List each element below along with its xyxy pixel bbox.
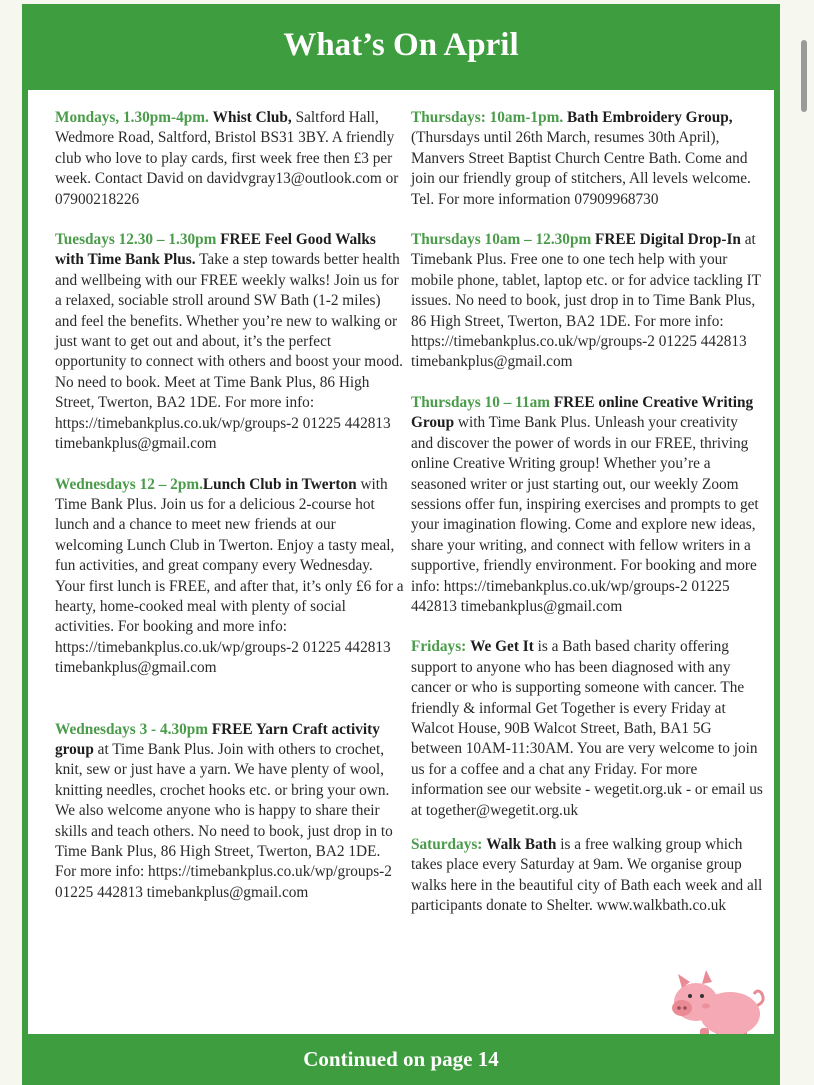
event-time: Thursdays 10 – 11am [411,393,550,411]
right-column [411,108,763,937]
event-name: Whist Club, [212,109,292,126]
event-time: Tuesdays 12.30 – 1.30pm [55,231,217,249]
left-column [55,108,405,923]
event-description: with Time Bank Plus. Join us for a delicious 2-course hot lunch and a chance to meet new friends at our welcoming Lunch Club in Twerton. Enjoy a tasty meal, fun activities, and great company every Wednesday. Your first lunch is FREE, and after that, it’s only £6 for a hearty, home-cooked meal with plenty of social activities. For booking and more info: https://timebankplus.co.uk/wp/groups-2 01225 442813 timebankplus@gmail.com [55,475,404,677]
event-entry [55,108,405,210]
event-description: with Time Bank Plus. Unleash your creativity and discover the power of words in our FREE, thriving online Creative Writing group! Whether you’re a seasoned writer or just starting out, our weekly Zoom sessions offer fun, inspiring exercises and prompts to get your imagination flowing. Come and explore new ideas, share your writing, and connect with fellow writers in a supportive, friendly environment. For booking and more info: https://timebankplus.co.uk/wp/groups-2 01225 442813 timebankplus@gmail.com [411,414,759,615]
event-entry [55,230,405,454]
event-time: Wednesdays 12 – 2pm. [55,475,203,493]
event-description: (Thursdays until 26th March, resumes 30th April), Manvers Street Baptist Church Centre Bath. Come and join our friendly group of stitchers, All levels welcome. Tel. For more information 07909968730 [411,129,751,208]
event-name: Lunch Club in Twerton [202,475,357,493]
event-description: Saltford Hall, Wedmore Road, Saltford, Bristol BS31 3BY. A friendly club who love to play cards, first week free then £3 per week. Contact David on davidvgray13@outlook.com or 07900218226 [55,109,399,208]
scrollbar-thumb[interactable] [801,40,807,112]
event-entry [411,835,763,917]
event-entry [55,720,405,904]
event-name: Bath Embroidery Group, [566,109,733,126]
event-entry [411,108,763,210]
event-description: at Timebank Plus. Free one to one tech help with your mobile phone, tablet, laptop etc. or for advice tackling IT issues. No need to book, just drop in to Time Bank Plus, 86 High Street, Twerton, BA2 1DE. For more info: https://timebankplus.co.uk/wp/groups-2 01225 442813 timebankplus@gmail.com [411,231,761,371]
event-name: FREE Yarn Craft activity group [55,720,380,758]
event-description: is a free walking group which takes place every Saturday at 9am. We organise group walks here in the beautiful city of Bath each week and all participants donate to Shelter. www.walkbath.co.uk [411,836,763,915]
event-description: at Time Bank Plus. Join with others to crochet, knit, sew or just have a yarn. We have plenty of wool, knitting needles, crochet hooks etc. or bring your own. We also welcome anyone who is happy to share their skills and teach others. No need to book, just drop in to Time Bank Plus, 86 High Street, Twerton, BA2 1DE. For more info: https://timebankplus.co.uk/wp/groups-2 01225 442813 timebankplus@gmail.com [55,740,393,901]
event-entry [411,637,763,821]
event-description: Take a step towards better health and wellbeing with our FREE weekly walks! Join us for a relaxed, sociable stroll around SW Bath (1-2 miles) and feel the benefits. Whether you’re new to walking or just want to get out and about, it’s the perfect opportunity to connect with others and boost your mood. No need to book. Meet at Time Bank Plus, 86 High Street, Twerton, BA2 1DE. For more info: https://timebankplus.co.uk/wp/groups-2 01225 442813 timebankplus@gmail.com [55,251,403,453]
event-name: Walk Bath [486,836,557,853]
event-time: Thursdays 10am – 12.30pm [411,231,592,249]
event-time: Saturdays: [411,836,483,853]
event-name: FREE online Creative Writing Group [411,393,754,432]
event-time: Fridays: [411,638,467,656]
event-name: FREE Feel Good Walks with Time Bank Plus. [55,231,376,269]
newsletter-page [22,4,780,1085]
event-description: is a Bath based charity offering support to anyone who has been diagnosed with any cancer or who is supporting someone with cancer. The friendly & informal Get Together is every Friday at Walcot House, 90B Walcot Street, Bath, BA1 5G between 10AM-11:30AM. You are very welcome to join us for a coffee and a chat any Friday. For more information see our website - wegetit.org.uk - or email us at together@wegetit.org.uk [411,638,763,819]
continued-label: Continued on page 14 [303,1047,499,1071]
event-entry [411,393,763,617]
page-title: What’s On April [283,26,519,63]
page-header [28,4,774,90]
event-name: We Get It [470,638,534,656]
event-time: Mondays, 1.30pm-4pm. [55,109,209,126]
event-entry [411,230,763,373]
event-time: Thursdays: 10am-1pm. [411,109,564,126]
event-time: Wednesdays 3 - 4.30pm [55,720,208,738]
event-name: FREE Digital Drop-In [595,231,741,249]
continued-banner [28,1034,774,1085]
event-entry [55,475,405,679]
